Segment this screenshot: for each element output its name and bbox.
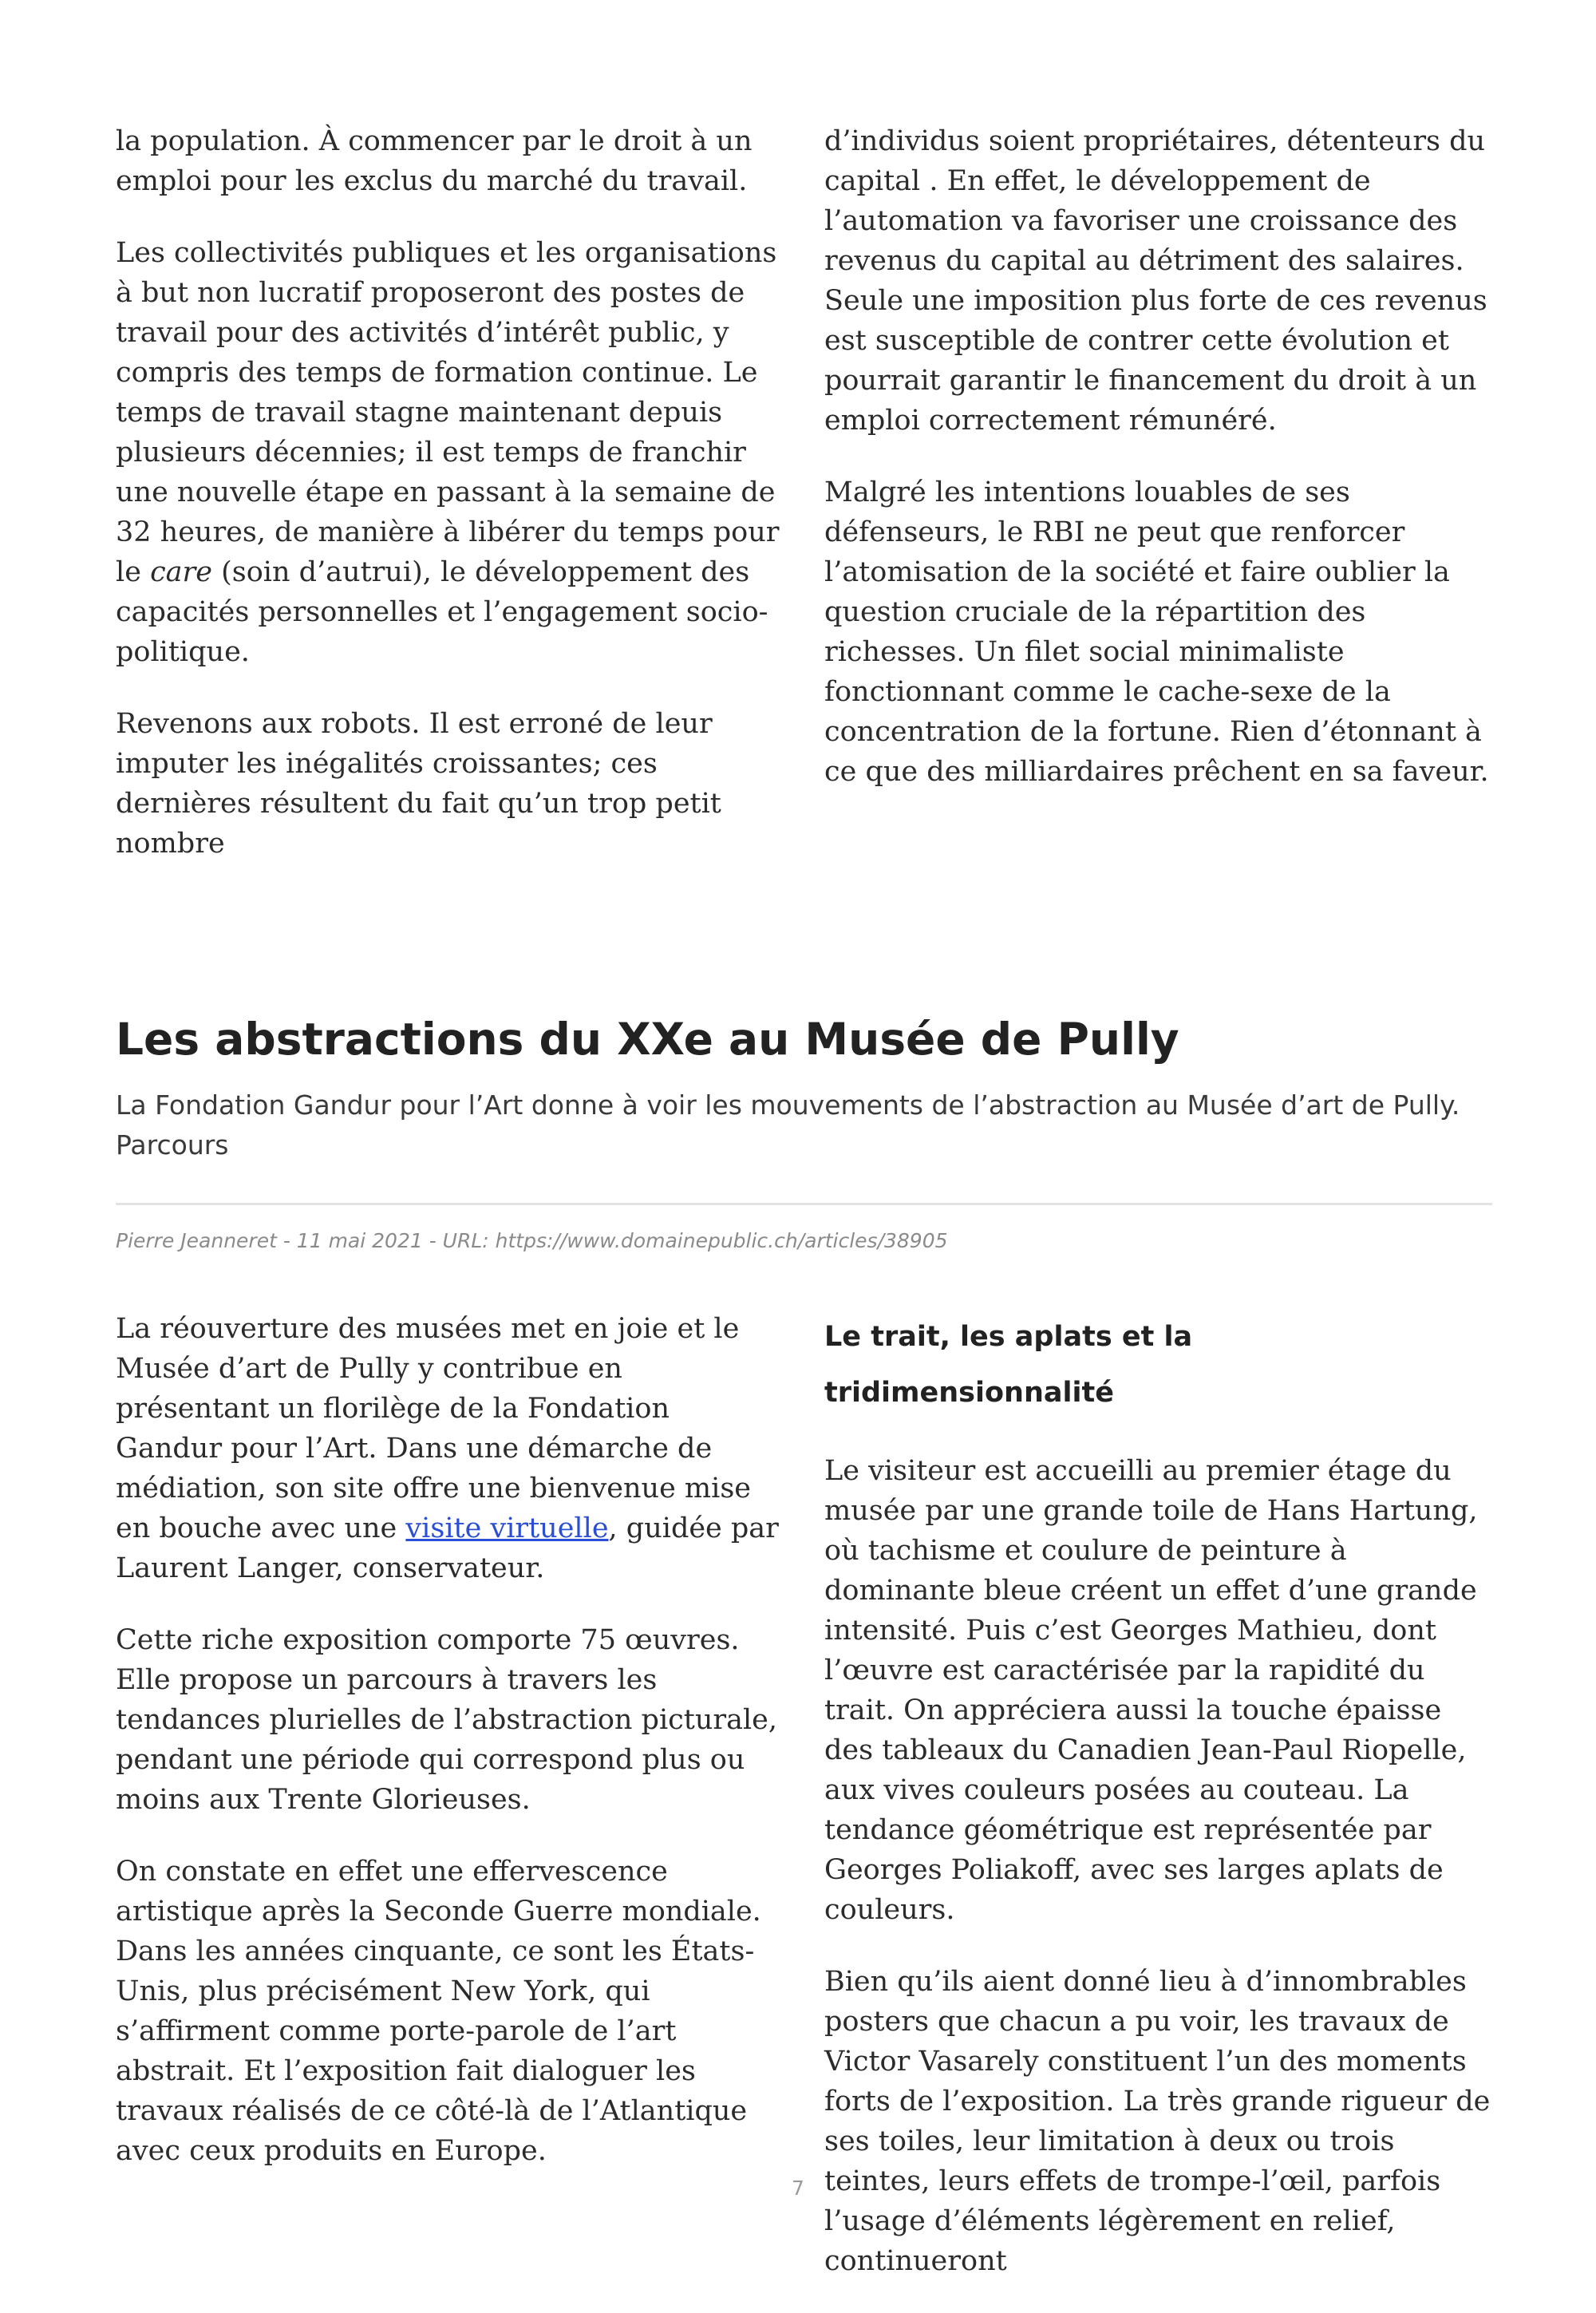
paragraph: Bien qu’ils aient donné lieu à d’innombrables posters que chacun a pu voir, les travaux de Victor Vasarely constituent l’un des moments forts de l’exposition. La très grande rigueur de ses toiles, leur limitation à deux ou trois teintes, leurs effets de trompe-l’œil, parfois l’usage d’éléments légèrement en relief, continueront bbox=[824, 1966, 1491, 2277]
paragraph bbox=[116, 233, 782, 672]
section-heading: Le trait, les aplats et la tridimensionnalité bbox=[824, 1321, 1193, 1409]
paragraph-text: Les collectivités publiques et les organisations à but non lucratif proposeront des postes de travail pour des activités d’intérêt public, y compris des temps de formation continue. Le temps de travail stagne maintenant depuis plusieurs décennies; il est temps de franchir une nouvelle étape en passant à la semaine de 32 heures, de manière à libérer du temps pour le bbox=[116, 237, 780, 588]
article-byline: Pierre Jeanneret - 11 mai 2021 - URL: https://www.domainepublic.ch/articles/38905 bbox=[116, 1229, 948, 1252]
paragraph: On constate en effet une effervescence artistique après la Seconde Guerre mondiale. Dans les années cinquante, ce sont les États-Unis, plus précisément New York, qui s’affirment comme porte-parole de l’art abstrait. Et l’exposition fait dialoguer les travaux réalisés de ce côté-là de l’Atlantique avec ceux produits en Europe. bbox=[116, 1856, 761, 2167]
paragraph: Revenons aux robots. Il est erroné de leur imputer les inégalités croissantes; ces dernières résultent du fait qu’un trop petit nombre bbox=[116, 708, 721, 860]
paragraph-text: , guidée par Laurent Langer, conservateur. bbox=[116, 1512, 779, 1584]
previous-article-left-column bbox=[116, 121, 782, 896]
article-subtitle: La Fondation Gandur pour l’Art donne à voir les mouvements de l’abstraction au Musée d’art de Pully. Parcours bbox=[116, 1089, 1460, 1160]
previous-article-right-column bbox=[824, 121, 1491, 824]
paragraph: Cette riche exposition comporte 75 œuvres. Elle propose un parcours à travers les tendances plurielles de l’abstraction picturale, pendant une période qui correspond plus ou moins aux Trente Glorieuses. bbox=[116, 1624, 777, 1816]
care-word: care bbox=[150, 556, 212, 588]
paragraph: la population. À commencer par le droit à un emploi pour les exclus du marché du travail. bbox=[116, 125, 753, 197]
divider bbox=[116, 1203, 1492, 1205]
paragraph: Malgré les intentions louables de ses défenseurs, le RBI ne peut que renforcer l’atomisation de la société et faire oublier la question cruciale de la répartition des richesses. Un filet social minimaliste fonctionnant comme le cache-sexe de la concentration de la fortune. Rien d’étonnant à ce que des milliardaires prêchent en sa faveur. bbox=[824, 476, 1489, 788]
page-number: 7 bbox=[792, 2177, 804, 2200]
paragraph-text: (soin d’autrui), le développement des capacités personnelles et l’engagement socio-politique. bbox=[116, 556, 768, 668]
paragraph: d’individus soient propriétaires, détenteurs du capital . En effet, le développement de l’automation va favoriser une croissance des revenus du capital au détriment des salaires. Seule une imposition plus forte de ces revenus est susceptible de contrer cette évolution et pourrait garantir le financement du droit à un emploi correctement rémunéré. bbox=[824, 125, 1487, 437]
paragraph: Le visiteur est accueilli au premier étage du musée par une grande toile de Hans Hartung, où tachisme et coulure de peinture à dominante bleue créent un effet d’une grande intensité. Puis c’est Georges Mathieu, dont l’œuvre est caractérisée par la rapidité du trait. On appréciera aussi la touche épaisse des tableaux du Canadien Jean-Paul Riopelle, aux vives couleurs posées au couteau. La tendance géométrique est représentée par Georges Poliakoff, avec ses larges aplats de couleurs. bbox=[824, 1455, 1478, 1926]
article-right-column bbox=[824, 1309, 1491, 2313]
article-left-column bbox=[116, 1309, 782, 2203]
paragraph-text: La réouverture des musées met en joie et le Musée d’art de Pully y contribue en présentant un florilège de la Fondation Gandur pour l’Art. Dans une démarche de médiation, son site offre une bienvenue mise en bouche avec une bbox=[116, 1313, 751, 1544]
virtual-visit-link[interactable]: visite virtuelle bbox=[405, 1512, 609, 1544]
article-title: Les abstractions du XXe au Musée de Pully bbox=[116, 1014, 1179, 1065]
paragraph bbox=[116, 1309, 782, 1588]
